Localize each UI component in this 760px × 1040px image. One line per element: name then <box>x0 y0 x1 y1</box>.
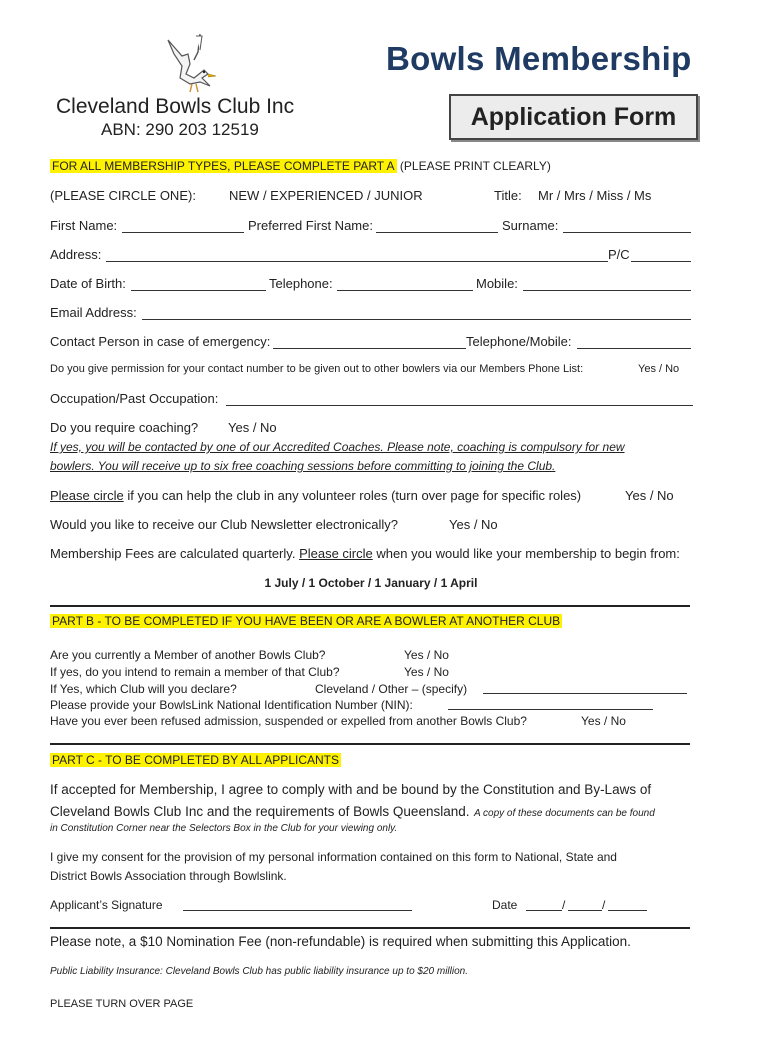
permission-question: Do you give permission for your contact number to be given out to other bowlers via our Members Phone List: <box>50 363 584 375</box>
abn: ABN: 290 203 12519 <box>101 120 259 139</box>
first-name-field[interactable] <box>122 232 244 233</box>
address-label: Address: <box>50 247 102 262</box>
part-b-q2: If yes, do you intend to remain a member of that Club? <box>50 665 340 679</box>
postcode-label: P/C <box>608 247 630 262</box>
title-options[interactable]: Mr / Mrs / Miss / Ms <box>538 188 652 203</box>
part-b-q3-options[interactable]: Cleveland / Other – (specify) <box>315 682 468 696</box>
part-a-heading-row <box>50 159 551 173</box>
other-club-field[interactable] <box>483 693 687 694</box>
nin-field[interactable] <box>448 709 653 710</box>
date-day-field[interactable] <box>526 910 562 911</box>
turn-over-note: PLEASE TURN OVER PAGE <box>50 998 194 1010</box>
first-name-label: First Name: <box>50 218 118 233</box>
part-a-heading: FOR ALL MEMBERSHIP TYPES, PLEASE COMPLETE PART A <box>52 159 395 173</box>
volunteer-question: if you can help the club in any volunteer roles (turn over page for specific roles) <box>127 488 582 503</box>
agreement-line1: If accepted for Membership, I agree to comply with and be bound by the Constitution and By-Laws of <box>50 782 652 797</box>
newsletter-yes-no[interactable]: Yes / No <box>449 517 498 532</box>
part-b-q3: If Yes, which Club will you declare? <box>50 682 237 696</box>
part-b-q5-yes-no[interactable]: Yes / No <box>581 714 626 728</box>
telephone-field[interactable] <box>337 290 473 291</box>
volunteer-yes-no[interactable]: Yes / No <box>625 488 674 503</box>
dob-label: Date of Birth: <box>50 276 126 291</box>
part-a-heading-note: (PLEASE PRINT CLEARLY) <box>399 159 551 173</box>
agreement-line2: Cleveland Bowls Club Inc and the requirements of Bowls Queensland. <box>50 804 470 819</box>
surname-field[interactable] <box>563 232 691 233</box>
date-separator-2: / <box>602 898 606 912</box>
part-b-q1: Are you currently a Member of another Bowls Club? <box>50 648 326 662</box>
agreement-note-a: A copy of these documents can be found <box>473 808 655 819</box>
emergency-contact-label: Contact Person in case of emergency: <box>50 334 271 349</box>
address-field[interactable] <box>106 261 608 262</box>
consent-line2: District Bowls Association through Bowlslink. <box>50 869 287 883</box>
member-type-options[interactable]: NEW / EXPERIENCED / JUNIOR <box>229 188 423 203</box>
part-b-heading: PART B - TO BE COMPLETED IF YOU HAVE BEEN OR ARE A BOWLER AT ANOTHER CLUB <box>52 614 561 628</box>
email-field[interactable] <box>142 319 691 320</box>
permission-yes-no[interactable]: Yes / No <box>638 363 680 375</box>
emergency-phone-field[interactable] <box>577 348 691 349</box>
form-subtitle: Application Form <box>470 103 677 131</box>
date-year-field[interactable] <box>608 910 647 911</box>
seagull-logo-icon <box>160 34 224 96</box>
coaching-note-line1: If yes, you will be contacted by one of our Accredited Coaches. Please note, coaching is compulsory for new <box>50 440 625 454</box>
mobile-label: Mobile: <box>476 276 518 291</box>
divider-footer <box>50 927 690 929</box>
dob-field[interactable] <box>131 290 266 291</box>
date-separator-1: / <box>562 898 566 912</box>
fees-text-a: Membership Fees are calculated quarterly. <box>50 546 296 561</box>
preferred-first-name-label: Preferred First Name: <box>248 218 373 233</box>
email-label: Email Address: <box>50 305 137 320</box>
nomination-fee-note: Please note, a $10 Nomination Fee (non-refundable) is required when submitting this Application. <box>50 934 631 949</box>
date-label: Date <box>492 898 518 912</box>
part-b-q2-yes-no[interactable]: Yes / No <box>404 665 449 679</box>
divider-part-b <box>50 605 690 607</box>
agreement-line2-row <box>50 803 655 821</box>
part-b-q5: Have you ever been refused admission, suspended or expelled from another Bowls Club? <box>50 714 527 728</box>
form-subtitle-box <box>449 94 698 140</box>
occupation-field[interactable] <box>226 405 693 406</box>
volunteer-row <box>50 488 581 503</box>
part-b-heading-row <box>50 614 562 628</box>
page-title: Bowls Membership <box>386 40 692 77</box>
part-c-heading: PART C - TO BE COMPLETED BY ALL APPLICANTS <box>52 753 339 767</box>
consent-line1: I give my consent for the provision of my personal information contained on this form to National, State and <box>50 850 617 864</box>
newsletter-question: Would you like to receive our Club Newsletter electronically? <box>50 517 399 532</box>
fees-text-b: when you would like your membership to begin from: <box>376 546 680 561</box>
occupation-label: Occupation/Past Occupation: <box>50 391 219 406</box>
emergency-phone-label: Telephone/Mobile: <box>466 334 572 349</box>
coaching-question: Do you require coaching? <box>50 420 199 435</box>
title-label: Title: <box>494 188 522 203</box>
insurance-note: Public Liability Insurance: Cleveland Bowls Club has public liability insurance up to $20 million. <box>50 966 468 977</box>
surname-label: Surname: <box>502 218 559 233</box>
club-name: Cleveland Bowls Club Inc <box>56 95 295 118</box>
divider-part-c <box>50 743 690 745</box>
part-b-q4: Please provide your BowlsLink National Identification Number (NIN): <box>50 698 413 712</box>
membership-quarters[interactable]: 1 July / 1 October / 1 January / 1 April <box>264 576 478 590</box>
circle-one-label: (PLEASE CIRCLE ONE): <box>50 188 196 203</box>
coaching-yes-no[interactable]: Yes / No <box>228 420 277 435</box>
part-b-q1-yes-no[interactable]: Yes / No <box>404 648 449 662</box>
fees-row <box>50 546 680 561</box>
postcode-field[interactable] <box>631 261 691 262</box>
emergency-contact-field[interactable] <box>273 348 466 349</box>
date-month-field[interactable] <box>568 910 602 911</box>
agreement-note-b: in Constitution Corner near the Selectors Box in the Club for your viewing only. <box>50 823 398 834</box>
mobile-field[interactable] <box>523 290 691 291</box>
part-c-heading-row <box>50 753 341 767</box>
coaching-note-line2: bowlers. You will receive up to six free coaching sessions before committing to joining the Club. <box>50 459 556 473</box>
volunteer-please-circle: Please circle <box>50 488 124 503</box>
fees-please-circle: Please circle <box>299 546 373 561</box>
signature-field[interactable] <box>183 910 412 911</box>
signature-label: Applicant’s Signature <box>50 898 163 912</box>
preferred-first-name-field[interactable] <box>376 232 498 233</box>
telephone-label: Telephone: <box>269 276 333 291</box>
